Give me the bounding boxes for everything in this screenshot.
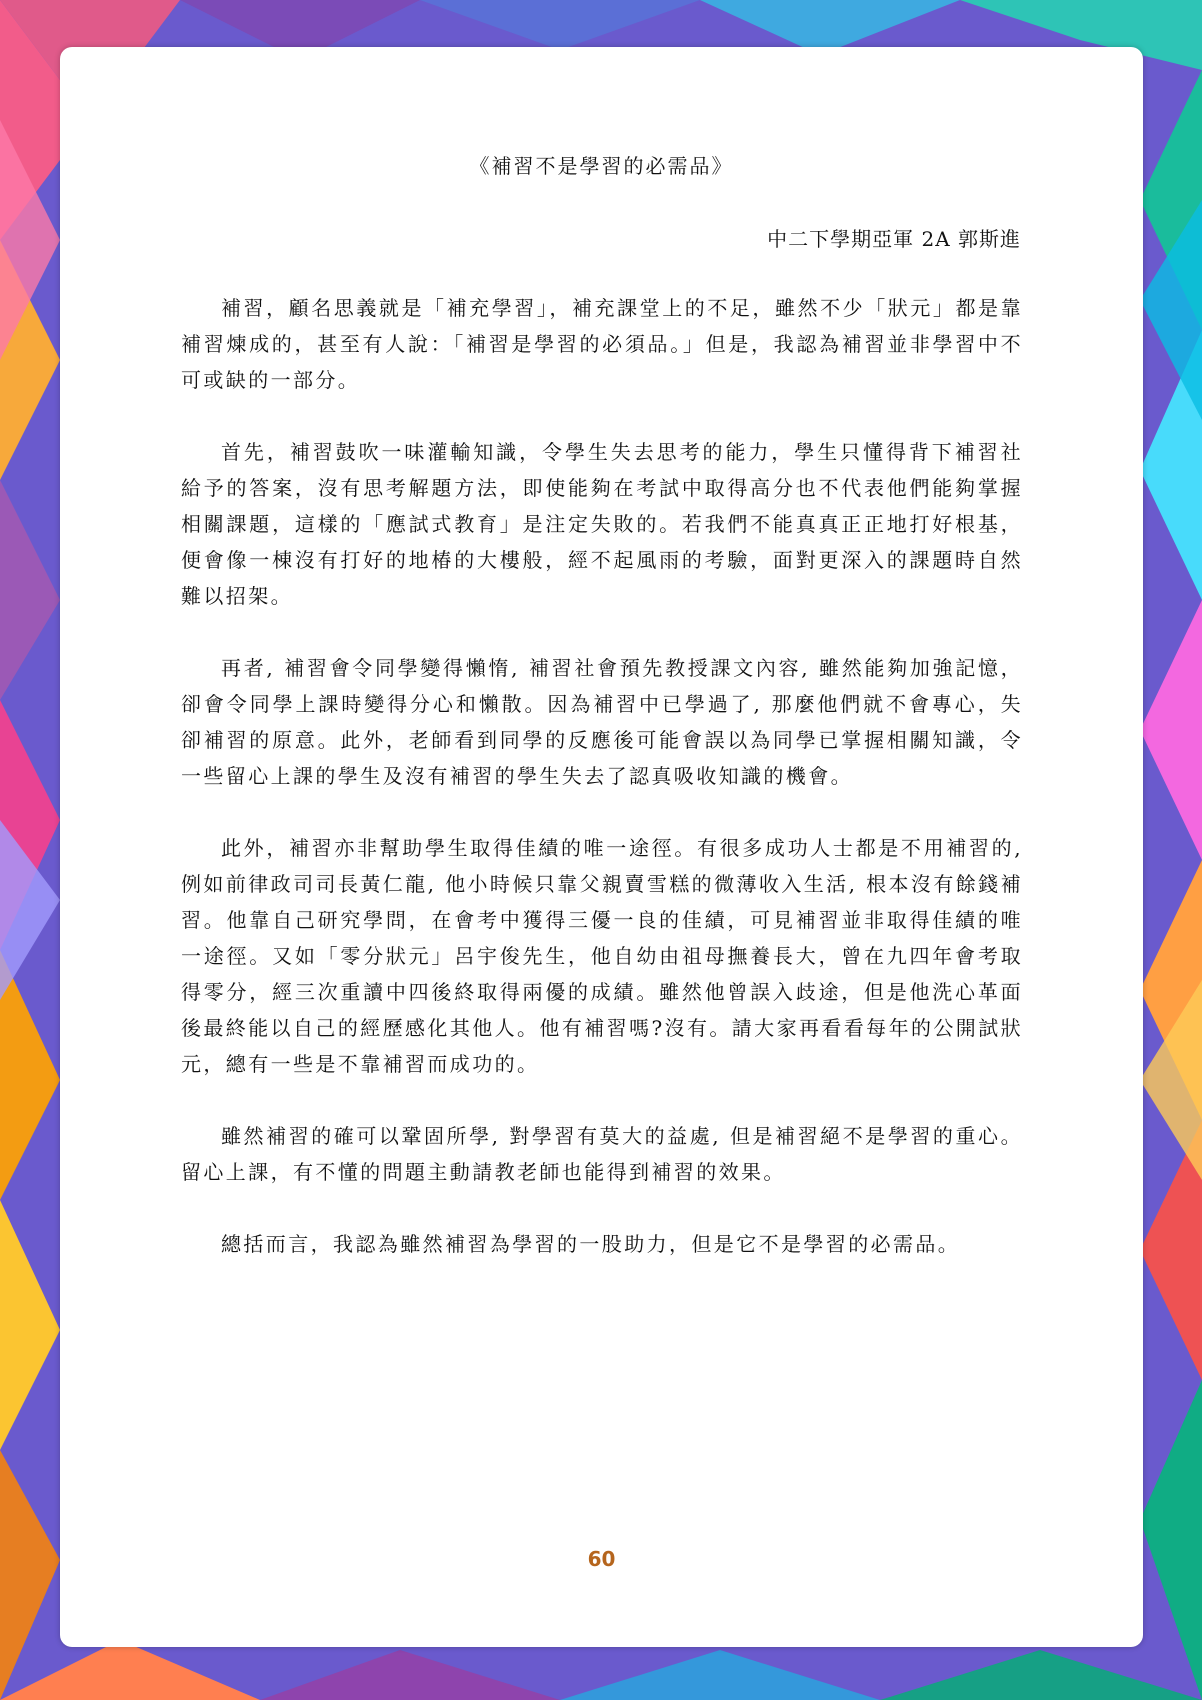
paragraph-2: 首先，補習鼓吹一味灌輸知識，令學生失去思考的能力，學生只懂得背下補習社給予的答案，沒有思考解題方法，即使能夠在考試中取得高分也不代表他們能夠掌握相關課題，這樣的「應試式教育」是注定失敗的。若我們不能真真正正地打好根基，便會像一棟沒有打好的地椿的大樓般，經不起風雨的考驗，面對更深入的課題時自然難以招架。 xyxy=(181,440,1023,608)
document-byline: 中二下學期亞軍 2A 郭斯進 xyxy=(767,227,1021,251)
document-page xyxy=(60,47,1143,1647)
document-body xyxy=(181,290,1023,1298)
paragraph-5: 雖然補習的確可以鞏固所學, 對學習有莫大的益處, 但是補習絕不是學習的重心。留心上課，有不懂的問題主動請教老師也能得到補習的效果。 xyxy=(181,1124,1023,1184)
paragraph-1: 補習，顧名思義就是「補充學習」，補充課堂上的不足，雖然不少「狀元」都是靠補習煉成的，甚至有人說：「補習是學習的必須品。」但是，我認為補習並非學習中不可或缺的一部分。 xyxy=(181,296,1023,392)
paragraph-3: 再者, 補習會令同學變得懶惰, 補習社會預先教授課文內容, 雖然能夠加強記憶，卻會令同學上課時變得分心和懶散。因為補習中已學過了, 那麼他們就不會專心，失卻補習的原意。此外，老師看到同學的反應後可能會誤以為同學已掌握相關知識，令一些留心上課的學生及沒有補習的學生失去了認真吸收知識的機會。 xyxy=(181,656,1023,788)
page-number: 60 xyxy=(587,1547,616,1571)
document-title: 《補習不是學習的必需品》 xyxy=(469,154,734,178)
paragraph-4: 此外，補習亦非幫助學生取得佳績的唯一途徑。有很多成功人士都是不用補習的, 例如前律政司司長黃仁龍, 他小時候只靠父親賣雪糕的微薄收入生活, 根本沒有餘錢補習。他靠自己研究學問，在會考中獲得三優一良的佳績，可見補習並非取得佳績的唯一途徑。又如「零分狀元」呂宇俊先生，他自幼由祖母撫養長大，曾在九四年會考取得零分，經三次重讀中四後終取得兩優的成績。雖然他曾誤入歧途，但是他洗心革面後最終能以自己的經歷感化其他人。他有補習嗎?沒有。請大家再看看每年的公開試狀元，總有一些是不靠補習而成功的。 xyxy=(181,836,1023,1076)
paragraph-6: 總括而言，我認為雖然補習為學習的一股助力，但是它不是學習的必需品。 xyxy=(221,1232,961,1256)
